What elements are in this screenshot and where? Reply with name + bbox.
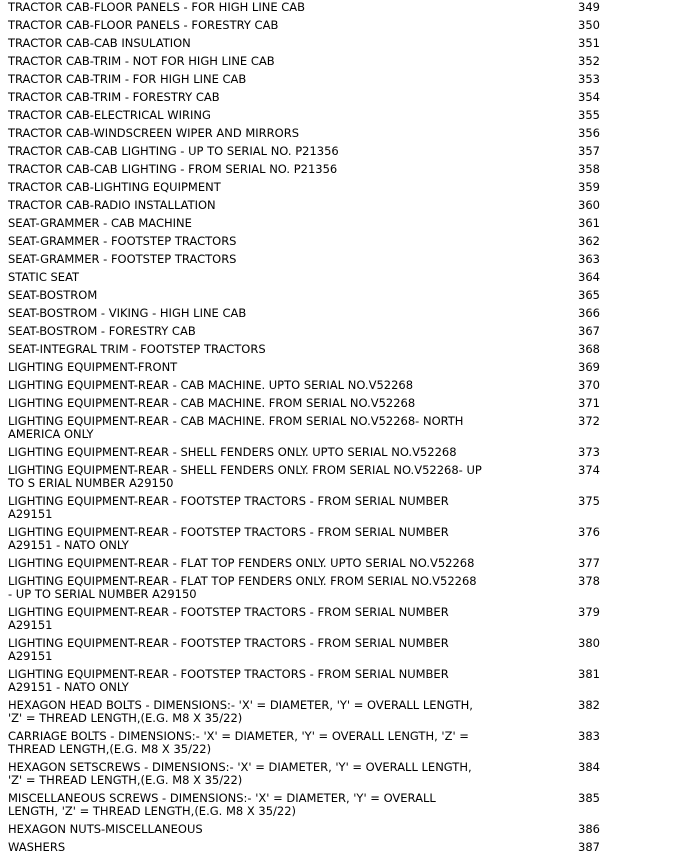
index-row bbox=[5, 839, 605, 857]
index-row bbox=[5, 524, 605, 555]
page-number: 355 bbox=[578, 108, 600, 122]
page-number: 366 bbox=[578, 306, 600, 320]
section-title: SEAT-GRAMMER - FOOTSTEP TRACTORS bbox=[8, 234, 237, 248]
section-title: WASHERS bbox=[8, 840, 66, 854]
section-title: LIGHTING EQUIPMENT-REAR - SHELL FENDERS ONLY. FROM SERIAL NO.V52268- UP TO S ERIAL NUMBER A29150 bbox=[8, 463, 482, 490]
index-row bbox=[5, 305, 605, 323]
page-number: 360 bbox=[578, 198, 600, 212]
index-row bbox=[5, 359, 605, 377]
section-title: MISCELLANEOUS SCREWS - DIMENSIONS:- 'X' = DIAMETER, 'Y' = OVERALL LENGTH, 'Z' = THREAD LENGTH,(E.G. M8 X 35/22) bbox=[8, 791, 436, 818]
page-number: 368 bbox=[578, 342, 600, 356]
parts-index-table bbox=[5, 0, 605, 857]
section-title: TRACTOR CAB-WINDSCREEN WIPER AND MIRRORS bbox=[8, 126, 299, 140]
section-title: TRACTOR CAB-CAB LIGHTING - UP TO SERIAL NO. P21356 bbox=[8, 144, 339, 158]
index-row bbox=[5, 71, 605, 89]
page-number: 356 bbox=[578, 126, 600, 140]
page-number: 350 bbox=[578, 18, 600, 32]
page-number: 385 bbox=[578, 791, 600, 805]
page-number: 382 bbox=[578, 698, 600, 712]
section-title: SEAT-BOSTROM bbox=[8, 288, 98, 302]
section-title: LIGHTING EQUIPMENT-REAR - SHELL FENDERS ONLY. UPTO SERIAL NO.V52268 bbox=[8, 445, 457, 459]
section-title: CARRIAGE BOLTS - DIMENSIONS:- 'X' = DIAMETER, 'Y' = OVERALL LENGTH, 'Z' = THREAD LENGTH,(E.G. M8 X 35/22) bbox=[8, 729, 469, 756]
section-title: LIGHTING EQUIPMENT-REAR - FOOTSTEP TRACTORS - FROM SERIAL NUMBER A29151 bbox=[8, 494, 449, 521]
index-row bbox=[5, 215, 605, 233]
section-title: TRACTOR CAB-TRIM - FOR HIGH LINE CAB bbox=[8, 72, 247, 86]
index-row bbox=[5, 573, 605, 604]
page-number: 377 bbox=[578, 556, 600, 570]
index-row bbox=[5, 728, 605, 759]
section-title: HEXAGON NUTS-MISCELLANEOUS bbox=[8, 822, 203, 836]
index-row bbox=[5, 89, 605, 107]
index-row bbox=[5, 413, 605, 444]
page-number: 387 bbox=[578, 840, 600, 854]
page-number: 353 bbox=[578, 72, 600, 86]
section-title: SEAT-BOSTROM - FORESTRY CAB bbox=[8, 324, 196, 338]
index-row bbox=[5, 821, 605, 839]
section-title: LIGHTING EQUIPMENT-REAR - CAB MACHINE. UPTO SERIAL NO.V52268 bbox=[8, 378, 414, 392]
page-number: 357 bbox=[578, 144, 600, 158]
page-number: 361 bbox=[578, 216, 600, 230]
index-row bbox=[5, 269, 605, 287]
page-number: 380 bbox=[578, 636, 600, 650]
page-number: 362 bbox=[578, 234, 600, 248]
section-title: TRACTOR CAB-ELECTRICAL WIRING bbox=[8, 108, 211, 122]
index-row bbox=[5, 635, 605, 666]
section-title: LIGHTING EQUIPMENT-REAR - CAB MACHINE. FROM SERIAL NO.V52268- NORTH AMERICA ONLY bbox=[8, 414, 464, 441]
page-number: 351 bbox=[578, 36, 600, 50]
section-title: TRACTOR CAB-TRIM - FORESTRY CAB bbox=[8, 90, 220, 104]
page-number: 359 bbox=[578, 180, 600, 194]
index-row bbox=[5, 759, 605, 790]
index-row bbox=[5, 341, 605, 359]
index-row bbox=[5, 197, 605, 215]
index-row bbox=[5, 107, 605, 125]
section-title: TRACTOR CAB-FLOOR PANELS - FOR HIGH LINE CAB bbox=[8, 0, 306, 14]
section-title: SEAT-GRAMMER - CAB MACHINE bbox=[8, 216, 192, 230]
index-row bbox=[5, 287, 605, 305]
section-title: HEXAGON SETSCREWS - DIMENSIONS:- 'X' = DIAMETER, 'Y' = OVERALL LENGTH, 'Z' = THREAD LENGTH,(E.G. M8 X 35/22) bbox=[8, 760, 472, 787]
page-number: 365 bbox=[578, 288, 600, 302]
section-title: LIGHTING EQUIPMENT-REAR - FOOTSTEP TRACTORS - FROM SERIAL NUMBER A29151 - NATO ONLY bbox=[8, 525, 449, 552]
page-number: 374 bbox=[578, 463, 600, 477]
section-title: TRACTOR CAB-FLOOR PANELS - FORESTRY CAB bbox=[8, 18, 279, 32]
section-title: LIGHTING EQUIPMENT-REAR - FLAT TOP FENDERS ONLY. UPTO SERIAL NO.V52268 bbox=[8, 556, 475, 570]
page-number: 367 bbox=[578, 324, 600, 338]
page-number: 354 bbox=[578, 90, 600, 104]
page-number: 352 bbox=[578, 54, 600, 68]
page-number: 372 bbox=[578, 414, 600, 428]
index-row bbox=[5, 395, 605, 413]
section-title: SEAT-INTEGRAL TRIM - FOOTSTEP TRACTORS bbox=[8, 342, 266, 356]
index-row bbox=[5, 53, 605, 71]
page-number: 383 bbox=[578, 729, 600, 743]
index-row bbox=[5, 17, 605, 35]
index-row bbox=[5, 323, 605, 341]
section-title: TRACTOR CAB-TRIM - NOT FOR HIGH LINE CAB bbox=[8, 54, 275, 68]
index-row bbox=[5, 251, 605, 269]
page-number: 349 bbox=[578, 0, 600, 14]
page-number: 379 bbox=[578, 605, 600, 619]
index-row bbox=[5, 179, 605, 197]
index-row bbox=[5, 125, 605, 143]
index-row bbox=[5, 604, 605, 635]
section-title: LIGHTING EQUIPMENT-REAR - FOOTSTEP TRACTORS - FROM SERIAL NUMBER A29151 bbox=[8, 636, 449, 663]
index-row bbox=[5, 790, 605, 821]
index-row bbox=[5, 666, 605, 697]
index-row bbox=[5, 493, 605, 524]
page-number: 363 bbox=[578, 252, 600, 266]
section-title: TRACTOR CAB-CAB INSULATION bbox=[8, 36, 191, 50]
page-number: 376 bbox=[578, 525, 600, 539]
index-row bbox=[5, 0, 605, 17]
page-number: 386 bbox=[578, 822, 600, 836]
section-title: HEXAGON HEAD BOLTS - DIMENSIONS:- 'X' = DIAMETER, 'Y' = OVERALL LENGTH, 'Z' = THREAD LENGTH,(E.G. M8 X 35/22) bbox=[8, 698, 473, 725]
section-title: TRACTOR CAB-RADIO INSTALLATION bbox=[8, 198, 216, 212]
section-title: LIGHTING EQUIPMENT-REAR - FOOTSTEP TRACTORS - FROM SERIAL NUMBER A29151 bbox=[8, 605, 449, 632]
section-title: SEAT-GRAMMER - FOOTSTEP TRACTORS bbox=[8, 252, 237, 266]
page-number: 364 bbox=[578, 270, 600, 284]
page-number: 358 bbox=[578, 162, 600, 176]
section-title: TRACTOR CAB-LIGHTING EQUIPMENT bbox=[8, 180, 221, 194]
page-number: 384 bbox=[578, 760, 600, 774]
index-row bbox=[5, 697, 605, 728]
section-title: TRACTOR CAB-CAB LIGHTING - FROM SERIAL NO. P21356 bbox=[8, 162, 338, 176]
page-number: 378 bbox=[578, 574, 600, 588]
section-title: LIGHTING EQUIPMENT-FRONT bbox=[8, 360, 178, 374]
index-row bbox=[5, 462, 605, 493]
page-number: 373 bbox=[578, 445, 600, 459]
index-row bbox=[5, 161, 605, 179]
parts-index-body bbox=[5, 0, 605, 857]
index-row bbox=[5, 444, 605, 462]
section-title: LIGHTING EQUIPMENT-REAR - FLAT TOP FENDERS ONLY. FROM SERIAL NO.V52268 - UP TO SERIAL NUMBER A29150 bbox=[8, 574, 477, 601]
page-number: 381 bbox=[578, 667, 600, 681]
page-number: 371 bbox=[578, 396, 600, 410]
index-row bbox=[5, 233, 605, 251]
index-row bbox=[5, 143, 605, 161]
page-number: 370 bbox=[578, 378, 600, 392]
index-row bbox=[5, 555, 605, 573]
page-number: 369 bbox=[578, 360, 600, 374]
index-row bbox=[5, 35, 605, 53]
section-title: STATIC SEAT bbox=[8, 270, 80, 284]
section-title: SEAT-BOSTROM - VIKING - HIGH LINE CAB bbox=[8, 306, 247, 320]
page-number: 375 bbox=[578, 494, 600, 508]
section-title: LIGHTING EQUIPMENT-REAR - FOOTSTEP TRACTORS - FROM SERIAL NUMBER A29151 - NATO ONLY bbox=[8, 667, 449, 694]
section-title: LIGHTING EQUIPMENT-REAR - CAB MACHINE. FROM SERIAL NO.V52268 bbox=[8, 396, 416, 410]
index-row bbox=[5, 377, 605, 395]
